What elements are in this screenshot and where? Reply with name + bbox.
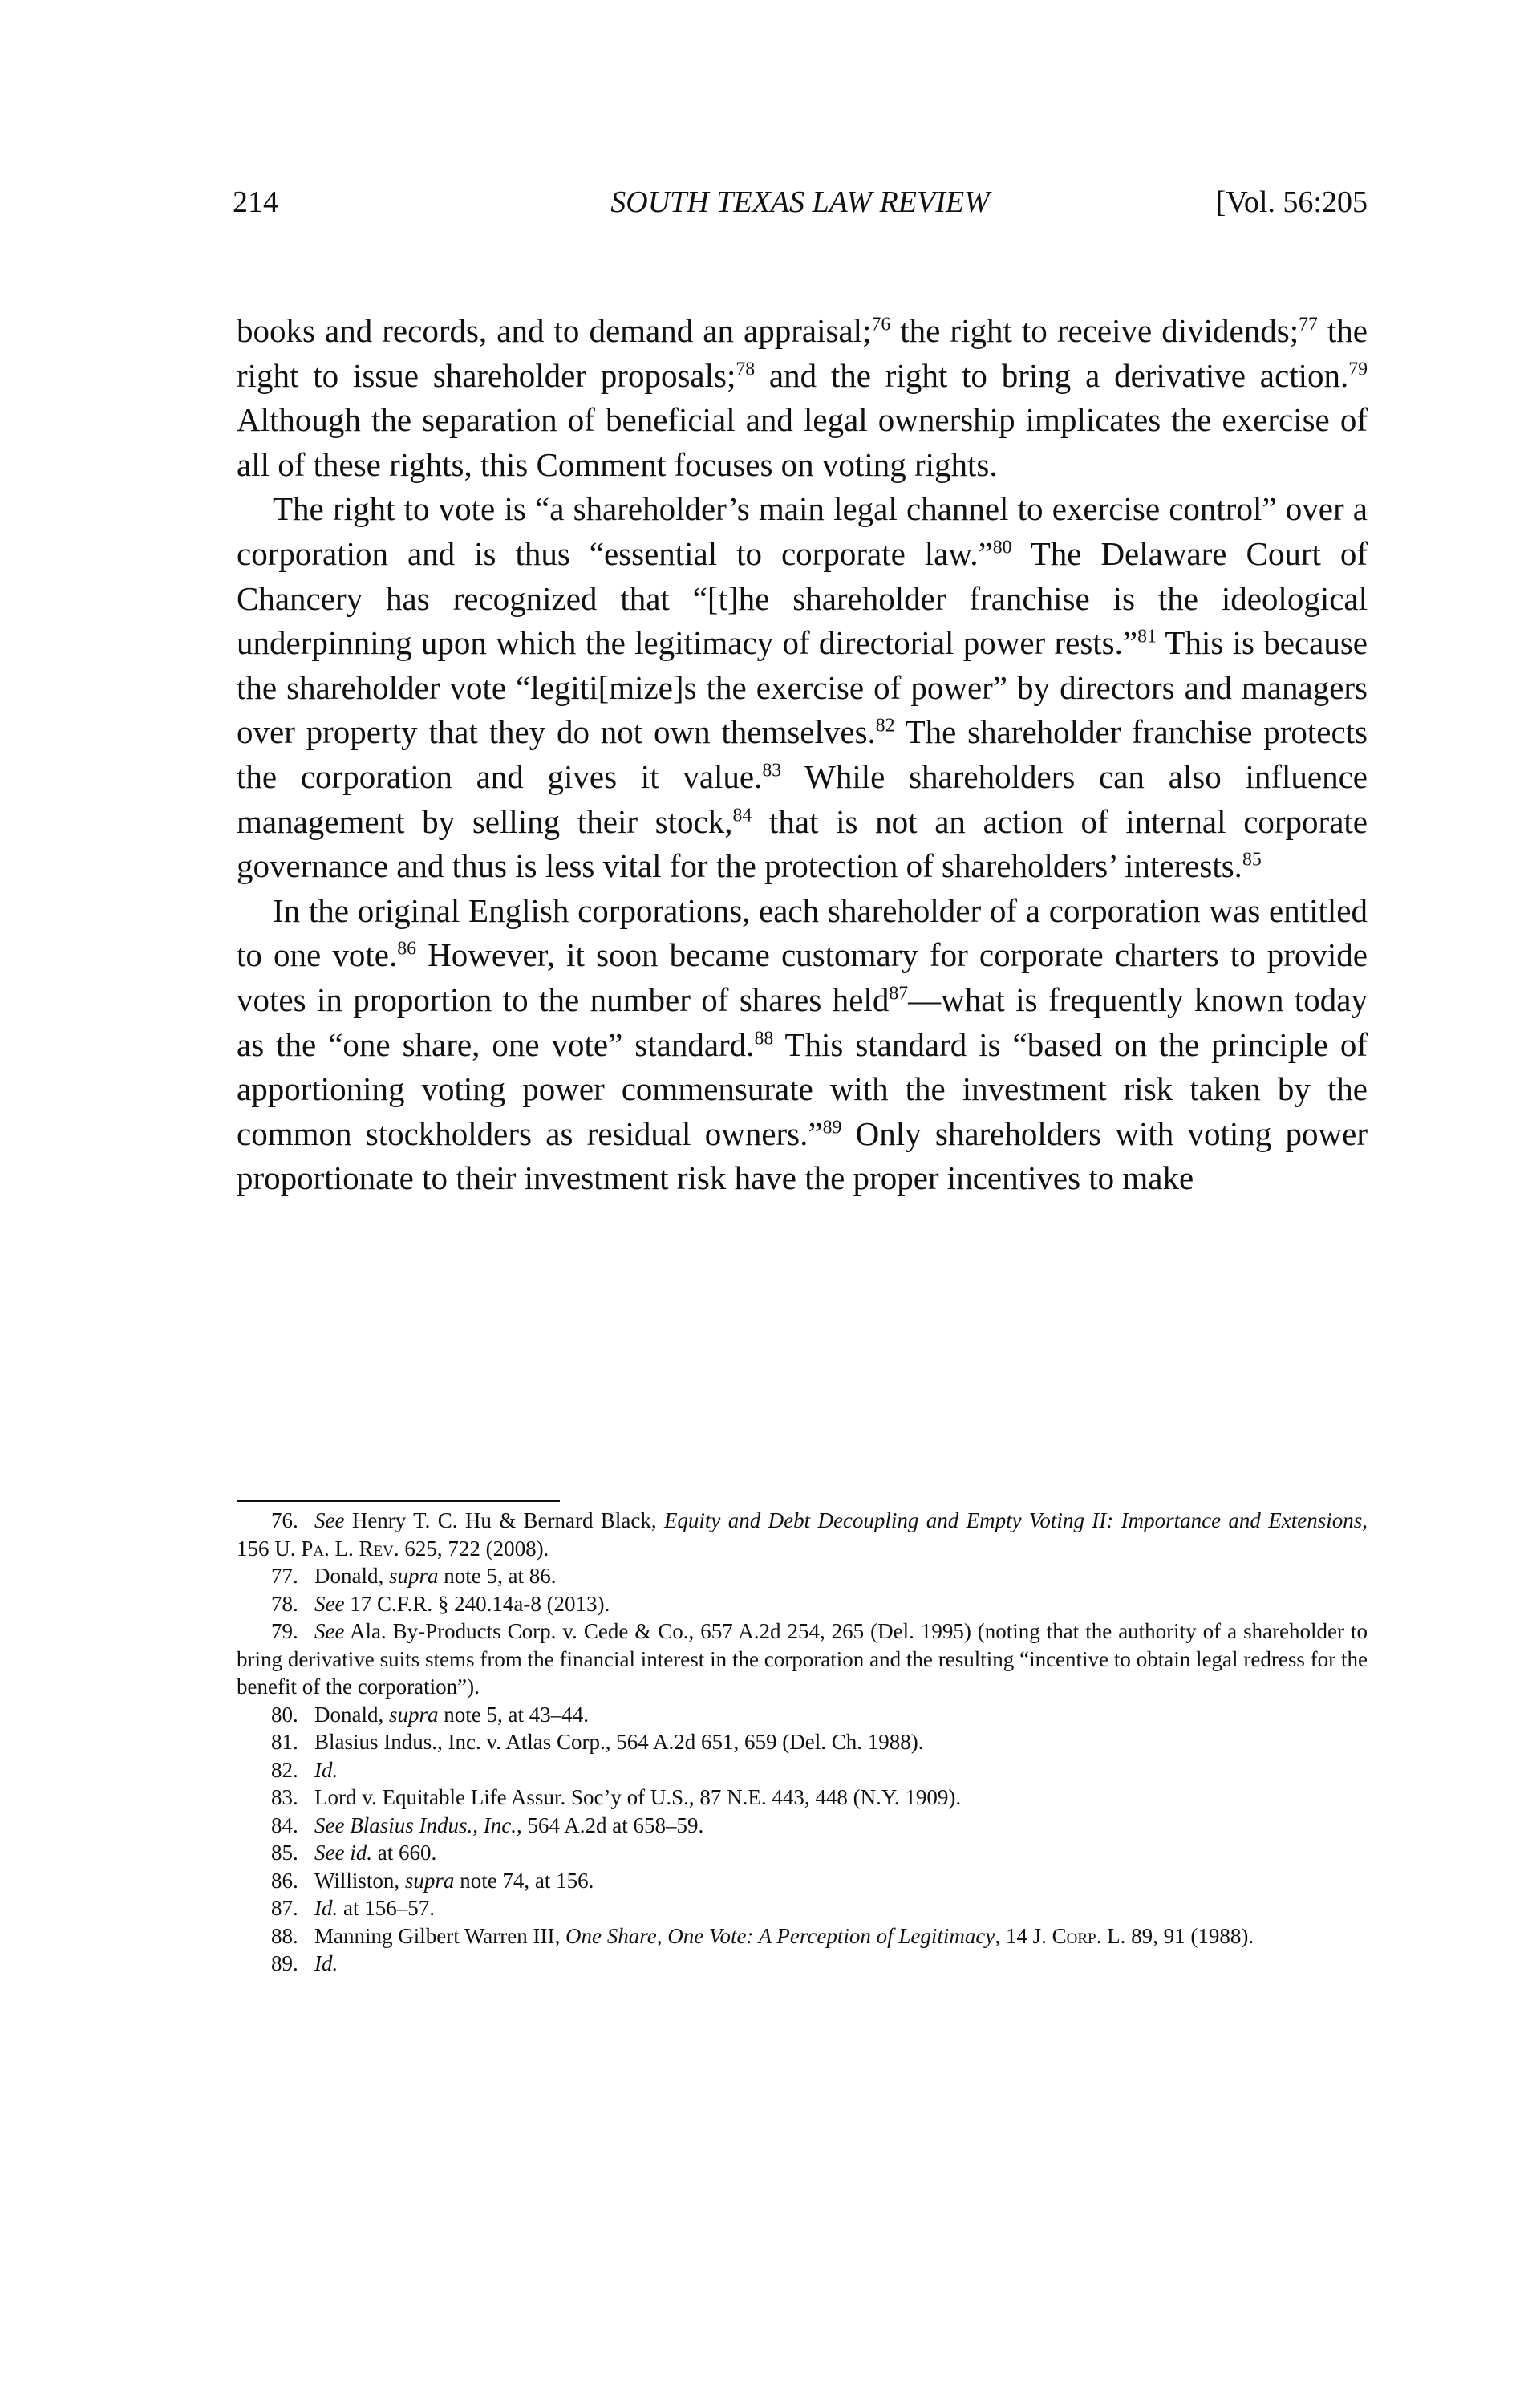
text-run: books and records, and to demand an appraisal; [237, 312, 872, 349]
citation-text: at 156–57. [338, 1896, 435, 1920]
page-number: 214 [233, 185, 278, 219]
citation-text: Williston, [314, 1868, 405, 1893]
citation-text: note 5, at 86. [438, 1564, 557, 1588]
citation-text: , 156 U. [237, 1508, 1368, 1561]
footnote-85 [237, 1839, 1368, 1867]
footnote-number: 89. [271, 1951, 298, 1975]
footnote-divider [237, 1500, 560, 1502]
text-run: the right to issue shareholder proposals; [237, 312, 1368, 394]
text-run: While shareholders can also influence management by selling their stock, [237, 757, 1368, 840]
footnote-number: 79. [271, 1619, 298, 1643]
footnote-ref-81[interactable]: 81 [1137, 626, 1157, 647]
citation-text: 625, 722 (2008). [399, 1536, 549, 1561]
footnote-76 [237, 1507, 1368, 1562]
citation-text: at 660. [371, 1841, 437, 1865]
text-run: However, it soon became customary for corporate charters to provide votes in proportion to the number of shares held [237, 936, 1368, 1018]
citation-italic: Id. [314, 1951, 338, 1975]
footnote-ref-88[interactable]: 88 [754, 1027, 774, 1049]
footnote-88 [237, 1922, 1368, 1950]
footnote-number: 76. [271, 1508, 298, 1532]
citation-italic: See Blasius Indus., Inc. [314, 1812, 517, 1837]
footnote-number: 87. [271, 1896, 298, 1920]
footnote-number: 82. [271, 1757, 298, 1782]
text-run: the right to receive dividends; [890, 312, 1299, 349]
citation-text: 17 C.F.R. § 240.14a-8 (2013). [344, 1591, 610, 1616]
footnote-ref-78[interactable]: 78 [736, 358, 756, 380]
text-run: This standard is “based on the principle of apportioning voting power commensurate with the investment risk taken by the common stockholders as residual owners.” [237, 1025, 1368, 1152]
footnote-79 [237, 1618, 1368, 1701]
citation-text: 89, 91 (1988). [1125, 1923, 1254, 1948]
citation-italic: See id. [314, 1841, 372, 1865]
footnote-ref-86[interactable]: 86 [397, 938, 416, 960]
footnote-number: 81. [271, 1730, 298, 1754]
footnote-number: 78. [271, 1591, 298, 1616]
footnote-82 [237, 1756, 1368, 1784]
footnote-87 [237, 1894, 1368, 1922]
running-header [233, 185, 1368, 233]
footnote-ref-79[interactable]: 79 [1348, 358, 1368, 380]
citation-text: Donald, [314, 1564, 389, 1588]
footnote-ref-85[interactable]: 85 [1242, 849, 1262, 871]
signal: See [314, 1619, 345, 1643]
text-run: Only shareholders with voting power proportionate to their investment risk have the proper incentives to make [237, 1114, 1368, 1197]
paragraph-3 [237, 889, 1368, 1201]
text-run: The shareholder franchise protects the corporation and gives it value. [237, 713, 1368, 795]
text-run: and the right to bring a derivative action. [755, 356, 1349, 394]
citation-text: Manning Gilbert Warren III, [314, 1923, 565, 1948]
footnote-84 [237, 1812, 1368, 1840]
footnote-number: 86. [271, 1868, 298, 1893]
footnote-83 [237, 1784, 1368, 1812]
citation-italic: supra [388, 1702, 439, 1727]
citation-text: , 564 A.2d at 658–59. [516, 1812, 704, 1837]
footnote-ref-84[interactable]: 84 [732, 804, 752, 826]
paragraph-2 [237, 487, 1368, 888]
footnote-number: 80. [271, 1702, 298, 1727]
footnote-number: 77. [271, 1564, 298, 1588]
footnote-ref-80[interactable]: 80 [992, 537, 1012, 558]
paragraph-1 [237, 309, 1368, 487]
text-run: This is because the shareholder vote “legiti[mize]s the exercise of power” by directors and managers over property that they do not own themselves. [237, 624, 1368, 751]
volume-citation: [Vol. 56:205 [1215, 185, 1368, 219]
citation-text: Lord v. Equitable Life Assur. Soc’y of U.S., 87 N.E. 443, 448 (N.Y. 1909). [314, 1785, 962, 1809]
footnote-77 [237, 1562, 1368, 1590]
footnote-78 [237, 1590, 1368, 1618]
footnote-81 [237, 1728, 1368, 1756]
citation-text: note 5, at 43–44. [438, 1702, 589, 1727]
text-run: The Delaware Court of Chancery has recognized that “[t]he shareholder franchise is the ideological underpinning upon which the legitimacy of directorial power rests.” [237, 534, 1368, 662]
footnote-ref-76[interactable]: 76 [871, 314, 891, 335]
body-text [237, 309, 1368, 1201]
text-run: —what is frequently known today as the “one share, one vote” standard. [237, 980, 1368, 1063]
text-run: that is not an action of internal corporate governance and thus is less vital for the protection of shareholders’ interests. [237, 802, 1368, 885]
signal: See [314, 1591, 345, 1616]
journal-title: SOUTH TEXAS LAW REVIEW [610, 185, 990, 219]
citation-text: Henry T. C. Hu & Bernard Black, [344, 1508, 664, 1532]
footnote-ref-77[interactable]: 77 [1299, 314, 1318, 335]
citation-italic: supra [404, 1868, 455, 1893]
footnote-number: 84. [271, 1812, 298, 1837]
footnote-number: 88. [271, 1923, 298, 1948]
footnote-ref-83[interactable]: 83 [762, 760, 782, 781]
signal: See [314, 1508, 345, 1532]
footnote-86 [237, 1867, 1368, 1895]
footnote-89 [237, 1950, 1368, 1978]
citation-text: Ala. By-Products Corp. v. Cede & Co., 657 A.2d 254, 265 (Del. 1995) (noting that the authority of a shareholder to bring derivative suits stems from the financial interest in the corporation and the resulting “incentive to obtain legal redress for the benefit of the corporation”). [237, 1619, 1368, 1699]
footnote-number: 85. [271, 1841, 298, 1865]
text-run: In the original English corporations, each shareholder of a corporation was entitled to one vote. [237, 891, 1368, 974]
text-run: Although the separation of beneficial and legal ownership implicates the exercise of all of these rights, this Comment focuses on voting rights. [237, 401, 1368, 483]
citation-italic: Id. [314, 1757, 338, 1782]
citation-text: Donald, [314, 1702, 389, 1727]
footnote-80 [237, 1701, 1368, 1729]
footnote-ref-89[interactable]: 89 [822, 1117, 842, 1139]
journal-abbrev: Pa. L. Rev. [301, 1536, 399, 1561]
citation-text: , 14 J. [995, 1923, 1052, 1948]
citation-title: Equity and Debt Decoupling and Empty Voting II: Importance and Extensions [663, 1508, 1363, 1532]
footnote-ref-87[interactable]: 87 [889, 983, 909, 1005]
footnote-ref-82[interactable]: 82 [875, 715, 895, 737]
citation-italic: Id. [314, 1896, 338, 1920]
journal-abbrev: Corp. L. [1052, 1923, 1126, 1948]
text-run: The right to vote is “a shareholder’s main legal channel to exercise control” over a corporation and is thus “essential to corporate law.” [237, 490, 1368, 572]
citation-italic: supra [388, 1564, 439, 1588]
citation-title: One Share, One Vote: A Perception of Legitimacy [565, 1923, 995, 1948]
citation-text: note 74, at 156. [454, 1868, 594, 1893]
footnote-number: 83. [271, 1785, 298, 1809]
footnotes [237, 1507, 1368, 1978]
citation-text: Blasius Indus., Inc. v. Atlas Corp., 564 A.2d 651, 659 (Del. Ch. 1988). [314, 1730, 924, 1754]
